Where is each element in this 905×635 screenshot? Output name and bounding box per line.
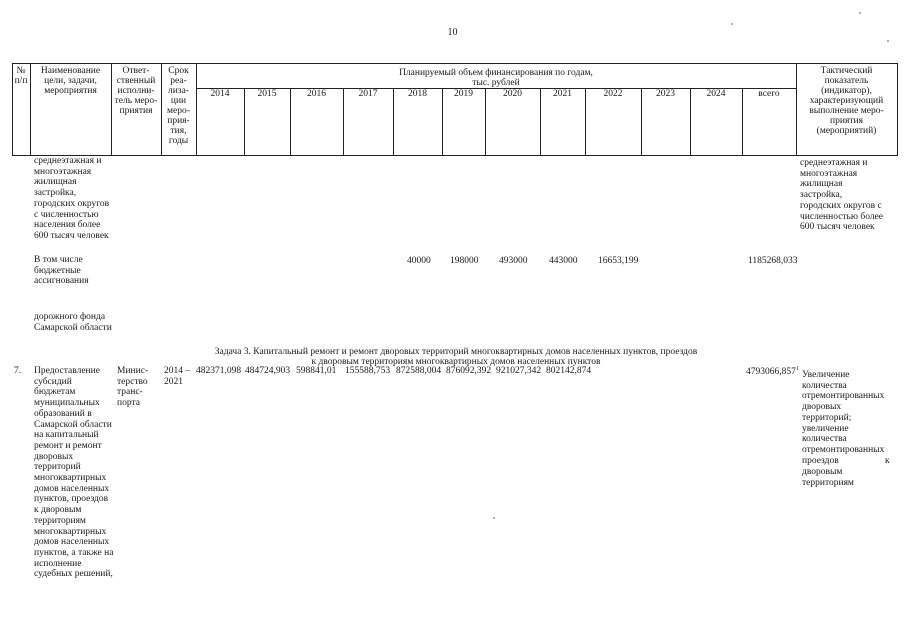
header-name: Наименование цели, задачи, мероприятия [40, 66, 101, 96]
row-7-value-2020: 921027,342 [496, 366, 542, 376]
row-7-term: 2014 – 2021 [164, 366, 191, 387]
header-year-2020: 2020 [503, 89, 522, 99]
header-financing-line1: Планируемый объем финансирования по годам, [399, 68, 593, 78]
row-7-value-2016: 598841,01 [296, 366, 337, 376]
header-year-2017: 2017 [358, 89, 378, 99]
row-7-value-total [746, 366, 799, 377]
row-7-value-2014: 482371,098 [196, 366, 242, 376]
row-7-value-2019: 876092,392 [446, 366, 492, 376]
budget-value-total: 1185268,033 [748, 256, 798, 266]
header-year-2022: 2022 [603, 89, 623, 99]
header-financing-line2: тыс. рублей [472, 78, 520, 88]
row-7-number: 7. [14, 366, 22, 376]
header-year-2016: 2016 [307, 89, 326, 99]
budget-value-2022: 16653,199 [598, 256, 639, 266]
scan-speck [493, 517, 495, 519]
budget-value-2018: 40000 [407, 256, 431, 266]
row-7-total-footnote: 1 [795, 366, 799, 372]
row-7-total-amount: 4793066,857 [746, 367, 796, 378]
page-number: 10 [447, 27, 458, 38]
header-year-2024: 2024 [706, 89, 726, 99]
row-7-indicator-tail: дворовым территориям [802, 467, 854, 488]
continued-indicator-text: среднеэтажная и многоэтажная жилищная застройка, городских округов с численностью более 600 тысяч человек [800, 158, 883, 233]
header-year-2018: 2018 [408, 89, 427, 99]
row-7-responsible: Минис- терство транс- порта [117, 366, 149, 409]
continued-name-text: среднеэтажная и многоэтажная жилищная застройка, городских округов с численностью населения более 600 тысяч человек [34, 156, 110, 241]
row-7-value-2021: 802142,874 [546, 366, 592, 376]
header-year-2019: 2019 [454, 89, 473, 99]
budget-allocations-label: В том числе бюджетные ассигнования [34, 255, 89, 287]
scan-speck [859, 12, 861, 14]
header-year-2023: 2023 [656, 89, 675, 99]
task-3-heading: Задача 3. Капитальный ремонт и ремонт дворовых территорий многоквартирных домов населенных пунктов, проездов к дворовым территориям многоквартирных домов населенных пунктов [214, 347, 698, 367]
scan-speck [887, 40, 889, 42]
header-year-2015: 2015 [257, 89, 277, 99]
header-indicator: Тактический показатель (индикатор), характеризующий выполнение меро- приятия (мероприятий) [809, 66, 884, 136]
header-num: № п/п [14, 66, 28, 86]
header-term: Срок реа- лиза- ции меро- прия- тия, годы [167, 66, 190, 146]
scan-speck [731, 23, 733, 25]
header-year-2014: 2014 [210, 89, 230, 99]
row-7-value-2015: 484724,903 [245, 366, 291, 376]
row-7-indicator-k: к [885, 456, 890, 466]
row-7-indicator: Увеличение количества отремонтированных дворовых территорий; увеличение количества отремонтированных проездов [802, 370, 885, 466]
header-year-2021: 2021 [553, 89, 572, 99]
row-7-value-2018: 872588,004 [396, 366, 442, 376]
header-responsible: Ответ- ственный исполни- тель меро- приятия [114, 66, 158, 116]
road-fund-label: дорожного фонда Самарской области [34, 312, 112, 333]
budget-value-2021: 443000 [549, 256, 578, 266]
budget-value-2020: 493000 [499, 256, 528, 266]
budget-value-2019: 198000 [450, 256, 479, 266]
row-7-value-2017: 155588,753 [345, 366, 391, 376]
row-7-name: Предоставление субсидий бюджетам муниципальных образований в Самарской области на капитальный ремонт и ремонт дворовых территорий многоквартирных домов населенных пунктов, проездов к дворовым территориям многоквартирных домов населенных пунктов, а также на исполнение судебных решений, [34, 366, 114, 580]
header-total: всего [758, 89, 780, 99]
